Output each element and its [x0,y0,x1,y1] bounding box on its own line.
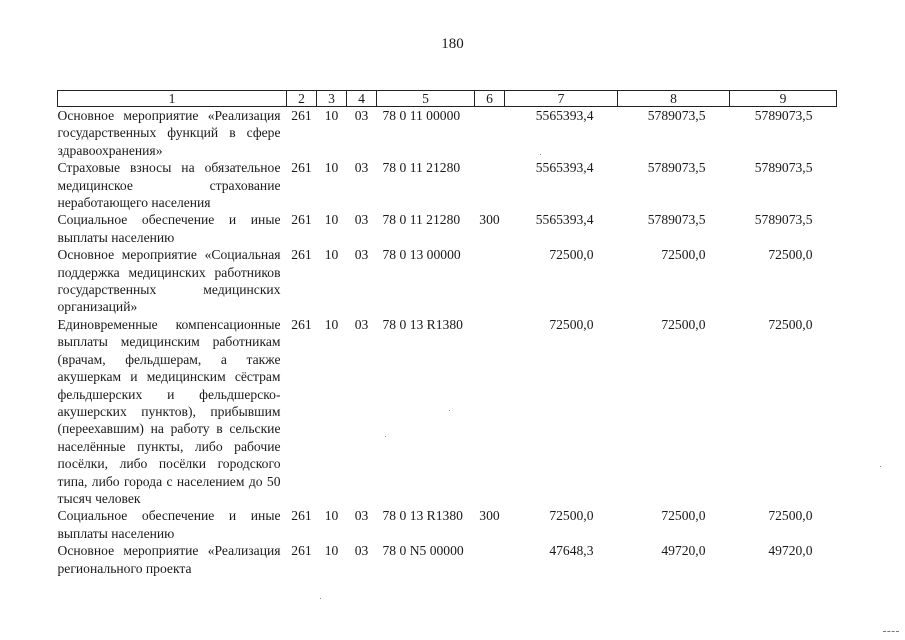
cell-target-article: 78 0 11 21280 [382,212,461,228]
cell-target-article: 78 0 13 R1380 [382,316,463,332]
budget-table [57,90,837,577]
cell-amount-8: 5789073,5 [647,212,706,228]
cell-subsection: 03 [354,160,369,176]
table-row [58,542,837,577]
cell-section: 10 [324,316,339,332]
cell-target-article: 78 0 11 21280 [382,160,461,176]
cell-target-article: 78 0 13 00000 [382,247,461,263]
cell-amount-7: 72500,0 [549,247,594,263]
cell-code: 261 [291,316,312,332]
row-name: Единовременные компенсационные выплаты медицинским работникам (врачам, фельдшерам, а также акушеркам и медицинским сёстрам фельдшерских и фельдшерско-акушерских пунктов), прибывшим (переехавшим) на работу в сельские населённые пункты, либо рабочие посёлки, либо посёлки городского типа, либо города с населением до 50 тысяч человек [57,316,281,506]
cell-code: 261 [291,212,312,228]
cell-amount-7: 47648,3 [549,543,594,559]
header-cell: 6 [475,91,505,107]
cell-amount-9: 5789073,5 [754,108,813,123]
cell-target-article: 78 0 11 00000 [382,108,461,123]
cell-subsection: 03 [354,543,369,559]
cell-amount-7: 5565393,4 [535,160,594,176]
table-row [58,107,837,160]
cell-amount-8: 5789073,5 [647,160,706,176]
header-cell: 3 [317,91,347,107]
cell-amount-7: 72500,0 [549,508,594,524]
cell-amount-8: 49720,0 [661,543,706,559]
cell-code: 261 [291,108,312,123]
cell-amount-9: 72500,0 [768,316,813,332]
row-name: Социальное обеспечение и иные выплаты населению [57,212,281,245]
cell-amount-9: 5789073,5 [754,160,813,176]
cell-subsection: 03 [354,212,369,228]
cell-section: 10 [324,108,339,123]
cell-section: 10 [324,543,339,559]
table-row [58,507,837,542]
cell-section: 10 [324,160,339,176]
cell-amount-8: 72500,0 [661,247,706,263]
cell-section: 10 [324,212,339,228]
row-name: Основное мероприятие «Реализация государственных функций в сфере здравоохранения» [57,108,281,158]
row-name: Основное мероприятие «Социальная поддержка медицинских работников государственных медицинских организаций» [57,247,281,315]
scan-speck [880,466,881,467]
cell-amount-8: 5789073,5 [647,108,706,123]
cell-section: 10 [324,247,339,263]
header-cell: 2 [287,91,317,107]
header-cell: 7 [505,91,618,107]
cell-expense-type [475,542,505,577]
cell-expense-type: 300 [479,212,500,228]
cell-expense-type [475,316,505,507]
table-row [58,316,837,507]
page-number: 180 [441,36,464,52]
cell-amount-9: 49720,0 [768,543,813,559]
cell-amount-8: 72500,0 [661,508,706,524]
cell-target-article: 78 0 13 R1380 [382,508,463,524]
row-name: Основное мероприятие «Реализация регионального проекта [57,543,281,576]
cell-subsection: 03 [354,508,369,524]
cell-subsection: 03 [354,316,369,332]
scan-speck [540,154,541,155]
header-cell: 4 [347,91,377,107]
scan-speck [385,436,386,437]
row-name: Социальное обеспечение и иные выплаты населению [57,508,281,541]
cell-subsection: 03 [354,108,369,123]
cell-amount-7: 5565393,4 [535,212,594,228]
header-cell: 5 [377,91,475,107]
cell-amount-8: 72500,0 [661,316,706,332]
cell-amount-9: 72500,0 [768,247,813,263]
cell-amount-7: 5565393,4 [535,108,594,123]
row-name: Страховые взносы на обязательное медицинское страхование неработающего населения [57,160,281,211]
scan-corner-mark [883,625,899,632]
table-row [58,159,837,211]
cell-code: 261 [291,160,312,176]
cell-target-article: 78 0 N5 00000 [382,543,464,559]
cell-amount-9: 5789073,5 [754,212,813,228]
cell-amount-9: 72500,0 [768,508,813,524]
cell-section: 10 [324,508,339,524]
cell-code: 261 [291,508,312,524]
cell-subsection: 03 [354,247,369,263]
cell-code: 261 [291,543,312,559]
cell-expense-type [475,246,505,316]
cell-amount-7: 72500,0 [549,316,594,332]
scan-speck [320,598,321,599]
header-cell: 9 [730,91,837,107]
header-cell: 1 [58,91,287,107]
cell-code: 261 [291,247,312,263]
cell-expense-type [475,159,505,211]
cell-expense-type [475,107,505,160]
header-cell: 8 [618,91,730,107]
scan-speck [449,410,450,411]
table-row [58,211,837,246]
header-row [58,91,837,107]
table-row [58,246,837,316]
cell-expense-type: 300 [479,508,500,524]
